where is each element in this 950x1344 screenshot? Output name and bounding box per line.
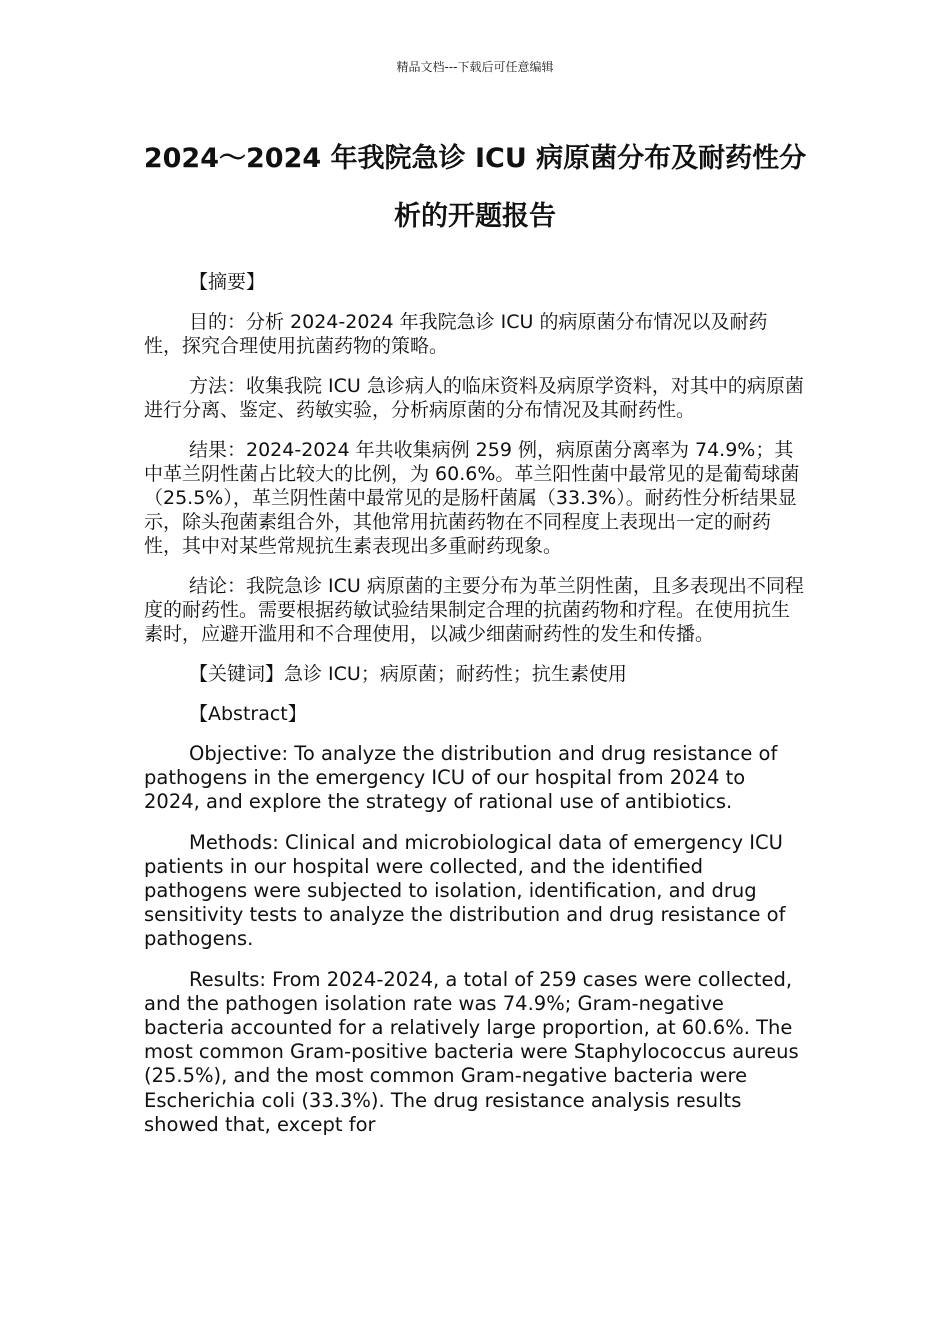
abstract-cn-conclusion: 结论：我院急诊 ICU 病原菌的主要分布为革兰阴性菌，且多表现出不同程度的耐药性。需要根据药敏试验结果制定合理的抗菌药物和疗程。在使用抗生素时，应避开滥用和不合理使用，以减少细菌耐药性的发生和传播。 — [144, 575, 804, 645]
header-note: 精品文档---下载后可任意编辑 — [396, 60, 554, 74]
title-line-1: 2024～2024 年我院急诊 ICU 病原菌分布及耐药性分 — [143, 143, 807, 174]
abstract-cn-heading: 【摘要】 — [189, 271, 266, 293]
abstract-en-objective: Objective: To analyze the distribution and drug resistance of pathogens in the emergency ICU of our hospital from 2024 to 2024, and explore the strategy of rational use of antibiotics. — [144, 742, 778, 814]
abstract-en-methods: Methods: Clinical and microbiological data of emergency ICU patients in our hospital were collected, and the identified pathogens were subjected to isolation, identification, and drug sensitivity tests to analyze the distribution and drug resistance of pathogens. — [144, 830, 786, 951]
abstract-cn-objective: 目的：分析 2024-2024 年我院急诊 ICU 的病原菌分布情况以及耐药性，探究合理使用抗菌药物的策略。 — [144, 311, 768, 357]
document-title — [140, 130, 810, 246]
keywords-cn: 【关键词】急诊 ICU；病原菌；耐药性；抗生素使用 — [189, 663, 627, 685]
document-body — [144, 270, 804, 1153]
abstract-en-heading: 【Abstract】 — [189, 703, 307, 725]
abstract-cn-methods: 方法：收集我院 ICU 急诊病人的临床资料及病原学资料，对其中的病原菌进行分离、鉴定、药敏实验，分析病原菌的分布情况及其耐药性。 — [144, 375, 804, 421]
abstract-en-results: Results: From 2024-2024, a total of 259 cases were collected, and the pathogen isolation rate was 74.9%; Gram-negative bacteria accounted for a relatively large proportion, at 60.6%. The most common Gram-positive bacteria were Staphylococcus aureus (25.5%), and the most common Gram-negative bacteria were Escherichia coli (33.3%). The drug resistance analysis results showed that, except for — [144, 967, 799, 1136]
title-line-2: 析的开题报告 — [394, 201, 556, 232]
abstract-cn-results: 结果：2024-2024 年共收集病例 259 例，病原菌分离率为 74.9%；其中革兰阴性菌占比较大的比例，为 60.6%。革兰阳性菌中最常见的是葡萄球菌（25.5%），革兰阴性菌中最常见的是肠杆菌属（33.3%）。耐药性分析结果显示，除头孢菌素组合外，其他常用抗菌药物在不同程度上表现出一定的耐药性，其中对某些常规抗生素表现出多重耐药现象。 — [144, 439, 800, 557]
